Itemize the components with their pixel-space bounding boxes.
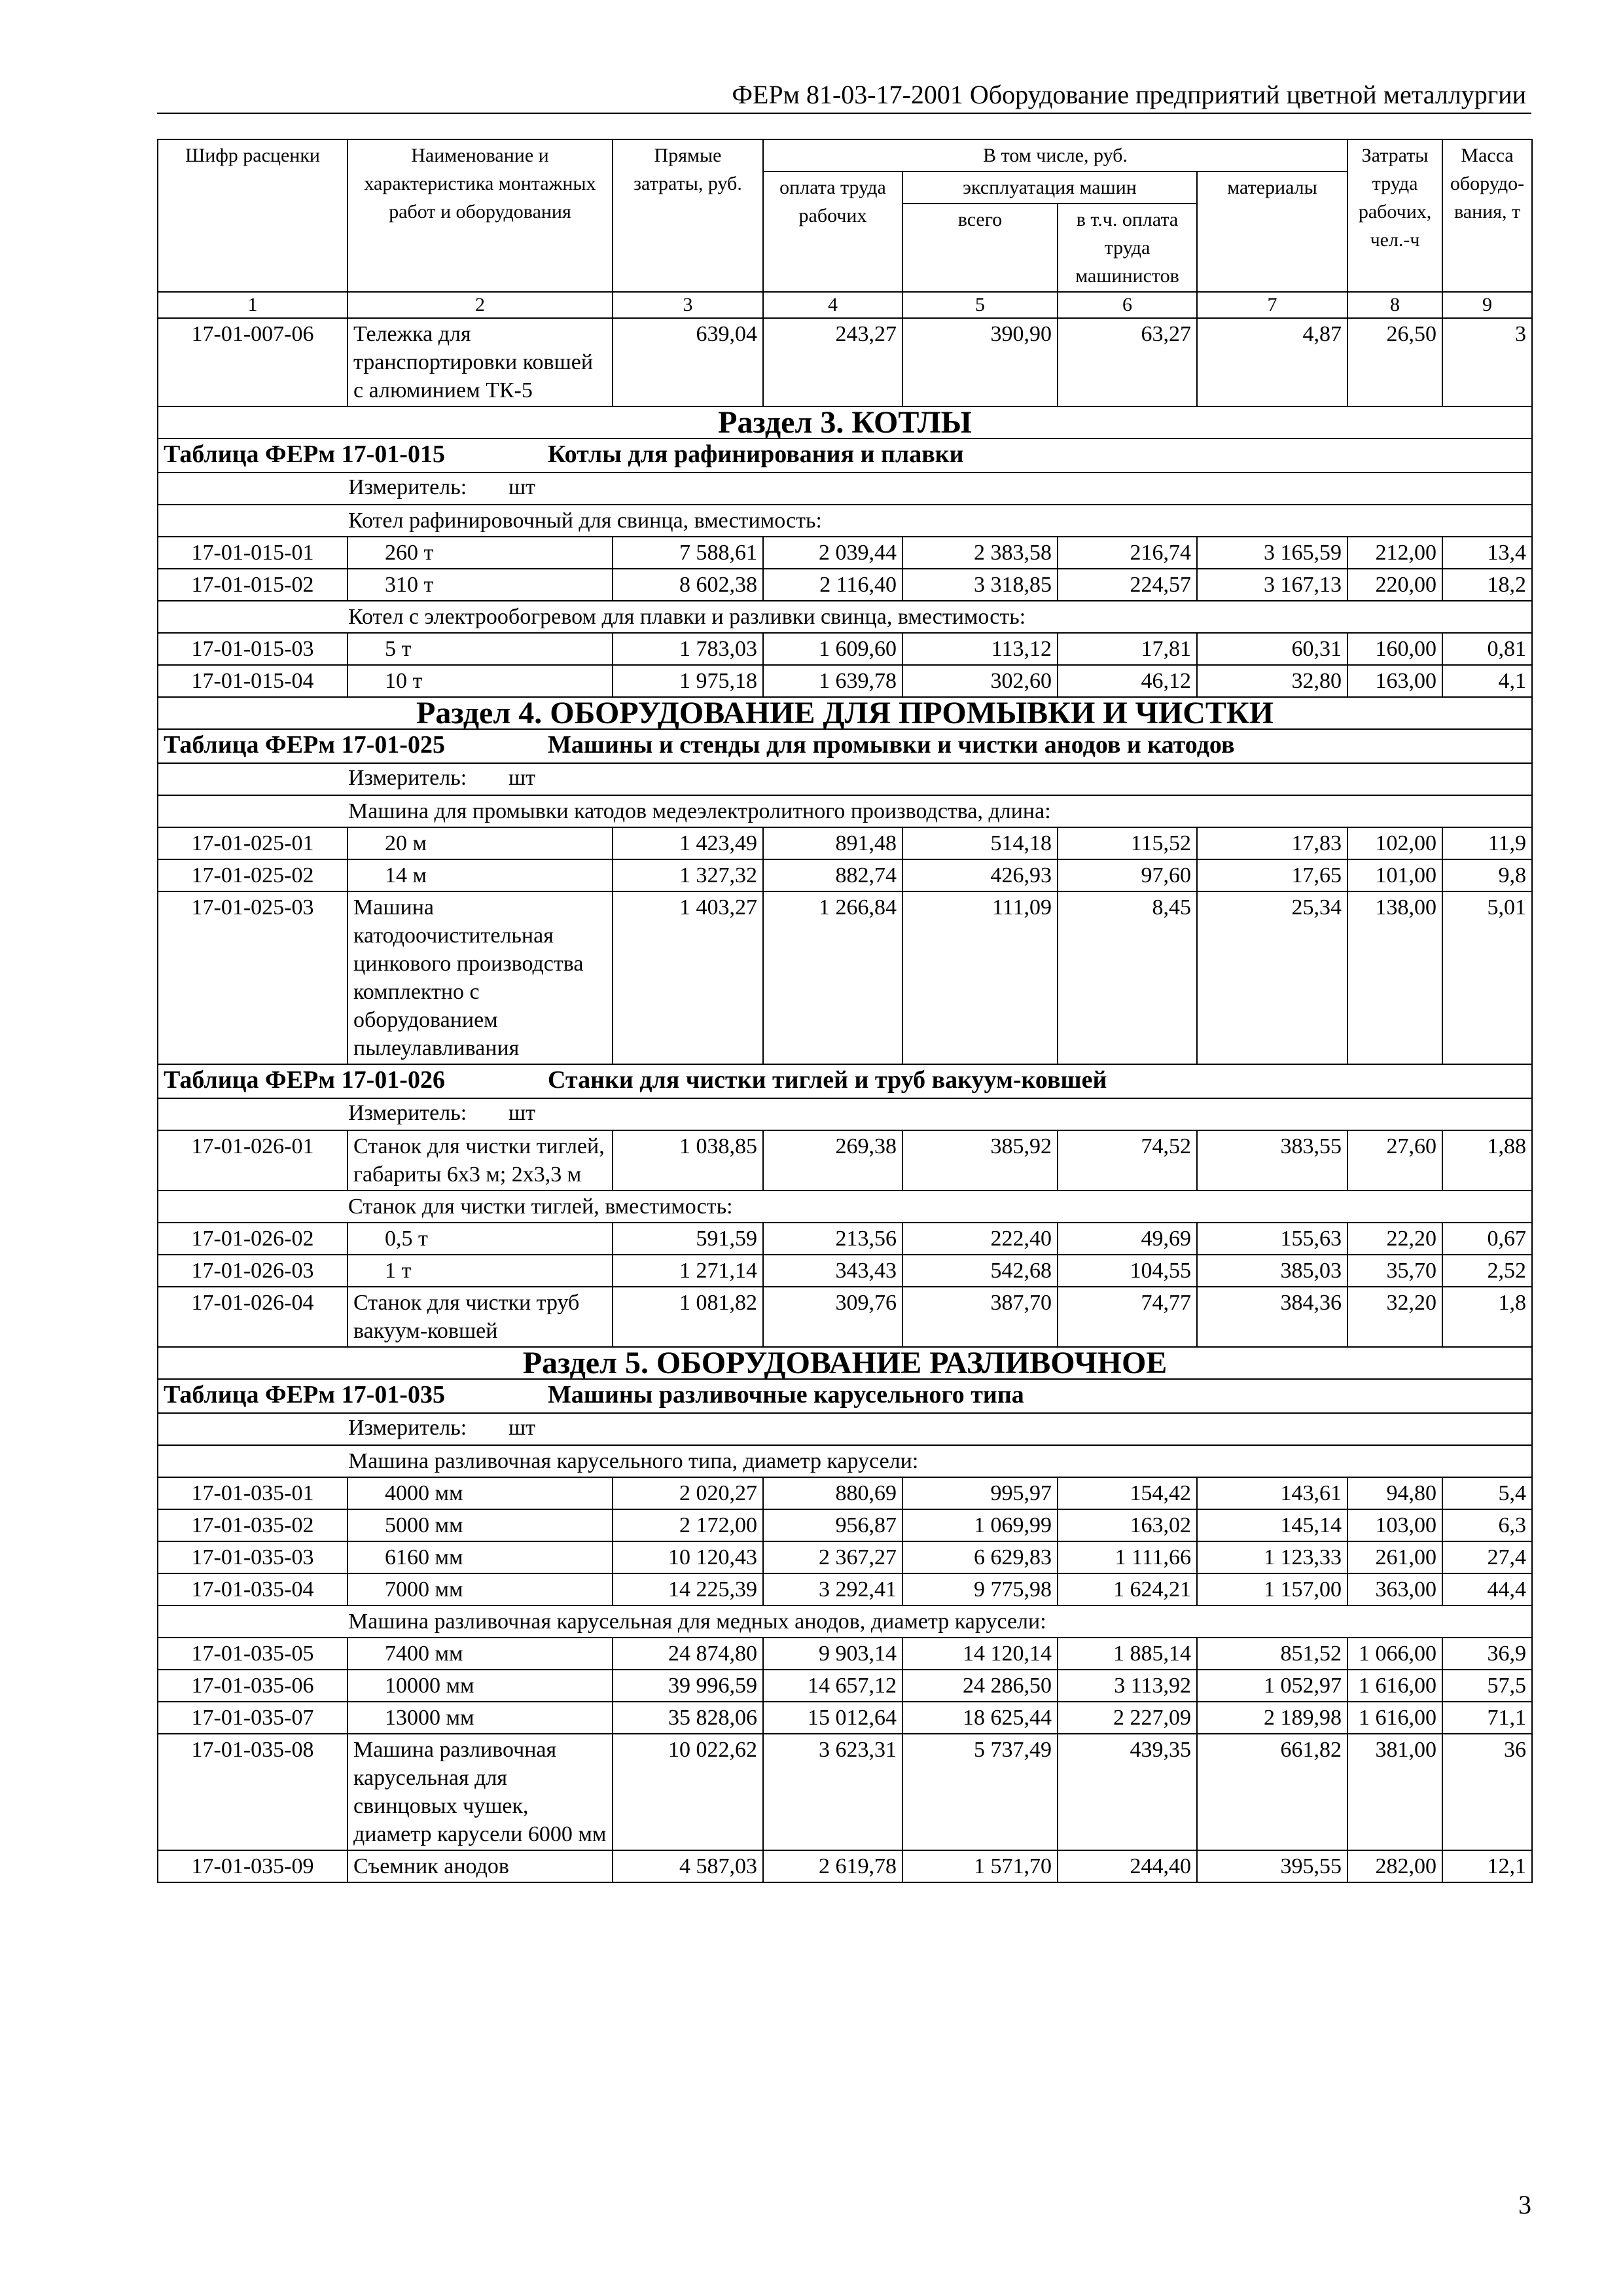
cell-code: 17-01-015-04 [158,665,348,697]
col-code-header: Шифр расценки [158,139,348,292]
cell-machinist: 2 227,09 [1058,1702,1197,1734]
cell-mass: 71,1 [1442,1702,1532,1734]
cell-machinist: 46,12 [1058,665,1197,697]
group-row [158,505,1532,537]
cell-code: 17-01-015-03 [158,633,348,665]
col-labor-cost-header: Затраты труда рабочих, чел.-ч [1347,139,1442,292]
cell-machines: 14 120,14 [902,1638,1058,1670]
table-title-row [158,1064,1532,1098]
cell-labor-hours: 94,80 [1347,1477,1442,1509]
cell-labor-hours: 1 616,00 [1347,1702,1442,1734]
col-number: 6 [1058,292,1197,318]
cell-direct: 1 423,49 [613,827,763,859]
table-row [158,1850,1532,1882]
cell-mass: 57,5 [1442,1670,1532,1702]
table-label: Таблица ФЕРм 17-01-035 [164,1381,445,1408]
section-row [158,1347,1532,1379]
measure-cell [158,1098,1532,1130]
cell-code: 17-01-026-02 [158,1223,348,1255]
section-title: Раздел 4. ОБОРУДОВАНИЕ ДЛЯ ПРОМЫВКИ И ЧИСТКИ [158,697,1532,729]
col-direct-header: Прямые затраты, руб. [613,139,763,292]
table-title-cell [158,439,1532,473]
cell-code: 17-01-035-09 [158,1850,348,1882]
cell-name: 4000 мм [348,1477,613,1509]
col-machinist-pay-header: в т.ч. оплата труда машинистов [1058,204,1197,292]
col-number: 9 [1442,292,1532,318]
cell-mass: 11,9 [1442,827,1532,859]
cell-materials: 3 165,59 [1197,537,1347,569]
cell-machines: 387,70 [902,1287,1058,1347]
section-row [158,697,1532,729]
table-row [158,1670,1532,1702]
table-row [158,1130,1532,1191]
cell-direct: 10 022,62 [613,1734,763,1850]
group-title: Котел рафинировочный для свинца, вместимость: [158,505,1532,537]
cell-direct: 7 588,61 [613,537,763,569]
cell-name: 260 т [348,537,613,569]
page-number: 3 [1518,2190,1531,2219]
table-row [158,537,1532,569]
cell-labor: 882,74 [763,859,902,891]
cell-direct: 14 225,39 [613,1573,763,1605]
table-row [158,569,1532,601]
cell-labor-hours: 103,00 [1347,1509,1442,1541]
table-title-row [158,1379,1532,1413]
table-row [158,1509,1532,1541]
cell-name: 5000 мм [348,1509,613,1541]
group-row [158,1445,1532,1477]
col-number: 8 [1347,292,1442,318]
cell-direct: 39 996,59 [613,1670,763,1702]
cell-materials: 1 157,00 [1197,1573,1347,1605]
table-row [158,1573,1532,1605]
cell-labor: 15 012,64 [763,1702,902,1734]
cell-mass: 13,4 [1442,537,1532,569]
col-machine-ops-header: эксплуатация машин [902,171,1197,204]
cell-machinist: 97,60 [1058,859,1197,891]
cell-labor: 9 903,14 [763,1638,902,1670]
price-table [157,139,1533,1883]
cell-machinist: 224,57 [1058,569,1197,601]
cell-materials: 143,61 [1197,1477,1347,1509]
cell-code: 17-01-015-02 [158,569,348,601]
cell-code: 17-01-035-02 [158,1509,348,1541]
cell-labor-hours: 27,60 [1347,1130,1442,1191]
group-row [158,601,1532,633]
cell-labor-hours: 22,20 [1347,1223,1442,1255]
measure-cell [158,1413,1532,1445]
cell-labor: 880,69 [763,1477,902,1509]
cell-direct: 1 081,82 [613,1287,763,1347]
section-title: Раздел 3. КОТЛЫ [158,406,1532,439]
cell-materials: 17,65 [1197,859,1347,891]
cell-name: Станок для чистки тиглей, габариты 6х3 м; 2х3,3 м [348,1130,613,1191]
cell-direct: 4 587,03 [613,1850,763,1882]
measure-row [158,1098,1532,1130]
cell-materials: 3 167,13 [1197,569,1347,601]
group-row [158,1605,1532,1638]
cell-direct: 591,59 [613,1223,763,1255]
cell-direct: 1 038,85 [613,1130,763,1191]
cell-machinist: 216,74 [1058,537,1197,569]
cell-name: 10 т [348,665,613,697]
table-row [158,633,1532,665]
table-name: Котлы для рафинирования и плавки [548,440,964,468]
cell-mass: 1,88 [1442,1130,1532,1191]
cell-direct: 10 120,43 [613,1541,763,1573]
cell-machines: 5 737,49 [902,1734,1058,1850]
table-row [158,827,1532,859]
page-header [157,73,1531,114]
table-row [158,1287,1532,1347]
table-name: Станки для чистки тиглей и труб вакуум-ковшей [548,1066,1107,1094]
cell-code: 17-01-035-01 [158,1477,348,1509]
table-title-cell [158,1064,1532,1098]
cell-materials: 32,80 [1197,665,1347,697]
cell-mass: 18,2 [1442,569,1532,601]
cell-machines: 2 383,58 [902,537,1058,569]
cell-mass: 36,9 [1442,1638,1532,1670]
cell-code: 17-01-035-07 [158,1702,348,1734]
cell-labor: 3 623,31 [763,1734,902,1850]
cell-direct: 8 602,38 [613,569,763,601]
cell-materials: 851,52 [1197,1638,1347,1670]
cell-labor-hours: 26,50 [1347,318,1442,406]
cell-machinist: 439,35 [1058,1734,1197,1850]
cell-code: 17-01-007-06 [158,318,348,406]
cell-code: 17-01-025-01 [158,827,348,859]
group-row [158,795,1532,827]
cell-machinist: 104,55 [1058,1255,1197,1287]
table-label: Таблица ФЕРм 17-01-025 [164,731,445,759]
cell-mass: 12,1 [1442,1850,1532,1882]
cell-direct: 2 020,27 [613,1477,763,1509]
cell-name: 20 м [348,827,613,859]
cell-labor: 269,38 [763,1130,902,1191]
cell-machinist: 8,45 [1058,891,1197,1064]
cell-mass: 6,3 [1442,1509,1532,1541]
table-row [158,859,1532,891]
cell-mass: 4,1 [1442,665,1532,697]
cell-mass: 0,67 [1442,1223,1532,1255]
cell-code: 17-01-026-04 [158,1287,348,1347]
col-labor-pay-header: оплата труда рабочих [763,171,902,292]
cell-code: 17-01-025-02 [158,859,348,891]
cell-labor: 343,43 [763,1255,902,1287]
cell-code: 17-01-026-03 [158,1255,348,1287]
cell-name: 0,5 т [348,1223,613,1255]
cell-machinist: 154,42 [1058,1477,1197,1509]
cell-materials: 1 123,33 [1197,1541,1347,1573]
cell-labor-hours: 102,00 [1347,827,1442,859]
cell-mass: 9,8 [1442,859,1532,891]
cell-name: 10000 мм [348,1670,613,1702]
cell-machinist: 115,52 [1058,827,1197,859]
cell-labor: 243,27 [763,318,902,406]
cell-materials: 395,55 [1197,1850,1347,1882]
cell-direct: 1 783,03 [613,633,763,665]
cell-labor-hours: 212,00 [1347,537,1442,569]
cell-machines: 514,18 [902,827,1058,859]
section-row [158,406,1532,439]
measure-unit: шт [508,1101,536,1125]
cell-machines: 1 069,99 [902,1509,1058,1541]
cell-machines: 390,90 [902,318,1058,406]
cell-machinist: 1 885,14 [1058,1638,1197,1670]
measure-label: Измеритель: [348,475,467,499]
cell-mass: 2,52 [1442,1255,1532,1287]
cell-labor-hours: 35,70 [1347,1255,1442,1287]
cell-machines: 385,92 [902,1130,1058,1191]
measure-label: Измеритель: [348,1416,467,1440]
table-name: Машины разливочные карусельного типа [548,1381,1024,1408]
cell-machines: 995,97 [902,1477,1058,1509]
cell-materials: 1 052,97 [1197,1670,1347,1702]
cell-mass: 5,01 [1442,891,1532,1064]
cell-machinist: 17,81 [1058,633,1197,665]
cell-direct: 1 271,14 [613,1255,763,1287]
table-row [158,1255,1532,1287]
cell-machinist: 163,02 [1058,1509,1197,1541]
cell-code: 17-01-025-03 [158,891,348,1064]
cell-labor-hours: 381,00 [1347,1734,1442,1850]
group-title: Станок для чистки тиглей, вместимость: [158,1191,1532,1223]
cell-machinist: 74,77 [1058,1287,1197,1347]
cell-labor: 3 292,41 [763,1573,902,1605]
cell-code: 17-01-035-04 [158,1573,348,1605]
table-title-cell [158,1379,1532,1413]
cell-machines: 6 629,83 [902,1541,1058,1573]
cell-materials: 25,34 [1197,891,1347,1064]
cell-labor: 2 367,27 [763,1541,902,1573]
cell-mass: 44,4 [1442,1573,1532,1605]
table-body [158,318,1532,1882]
cell-materials: 17,83 [1197,827,1347,859]
cell-machinist: 49,69 [1058,1223,1197,1255]
cell-machinist: 244,40 [1058,1850,1197,1882]
col-number: 3 [613,292,763,318]
measure-label: Измеритель: [348,1101,467,1125]
cell-name: Станок для чистки труб вакуум-ковшей [348,1287,613,1347]
cell-machinist: 63,27 [1058,318,1197,406]
cell-machines: 24 286,50 [902,1670,1058,1702]
cell-labor: 1 266,84 [763,891,902,1064]
cell-materials: 4,87 [1197,318,1347,406]
cell-name: 7000 мм [348,1573,613,1605]
cell-name: 13000 мм [348,1702,613,1734]
cell-code: 17-01-035-05 [158,1638,348,1670]
cell-direct: 1 403,27 [613,891,763,1064]
cell-machinist: 74,52 [1058,1130,1197,1191]
measure-cell [158,763,1532,795]
table-title-row [158,729,1532,763]
cell-labor: 14 657,12 [763,1670,902,1702]
cell-mass: 27,4 [1442,1541,1532,1573]
cell-machines: 9 775,98 [902,1573,1058,1605]
cell-mass: 0,81 [1442,633,1532,665]
col-materials-header: материалы [1197,171,1347,292]
cell-machines: 542,68 [902,1255,1058,1287]
cell-materials: 145,14 [1197,1509,1347,1541]
table-row [158,1223,1532,1255]
table-header [158,139,1532,318]
cell-materials: 155,63 [1197,1223,1347,1255]
cell-machines: 302,60 [902,665,1058,697]
cell-labor-hours: 363,00 [1347,1573,1442,1605]
cell-direct: 639,04 [613,318,763,406]
table-row [158,1702,1532,1734]
cell-machines: 111,09 [902,891,1058,1064]
cell-labor-hours: 163,00 [1347,665,1442,697]
cell-mass: 1,8 [1442,1287,1532,1347]
table-row [158,1541,1532,1573]
cell-materials: 384,36 [1197,1287,1347,1347]
cell-name: Тележка для транспортировки ковшей с алюминием ТК-5 [348,318,613,406]
cell-labor-hours: 220,00 [1347,569,1442,601]
table-row [158,891,1532,1064]
col-number: 5 [902,292,1058,318]
measure-row [158,473,1532,505]
cell-name: 1 т [348,1255,613,1287]
cell-direct: 35 828,06 [613,1702,763,1734]
cell-labor: 956,87 [763,1509,902,1541]
cell-mass: 5,4 [1442,1477,1532,1509]
col-including-header: В том числе, руб. [763,139,1347,171]
cell-name: 310 т [348,569,613,601]
cell-labor: 309,76 [763,1287,902,1347]
measure-row [158,1413,1532,1445]
cell-labor: 1 639,78 [763,665,902,697]
table-label: Таблица ФЕРм 17-01-026 [164,1066,445,1094]
measure-unit: шт [508,1416,536,1440]
col-number: 1 [158,292,348,318]
cell-labor-hours: 1 066,00 [1347,1638,1442,1670]
group-title: Машина для промывки катодов медеэлектролитного производства, длина: [158,795,1532,827]
table-row [158,318,1532,406]
cell-mass: 36 [1442,1734,1532,1850]
col-number: 4 [763,292,902,318]
table-name: Машины и стенды для промывки и чистки анодов и катодов [548,731,1235,759]
cell-code: 17-01-015-01 [158,537,348,569]
cell-machines: 222,40 [902,1223,1058,1255]
cell-labor: 1 609,60 [763,633,902,665]
measure-cell [158,473,1532,505]
group-title: Машина разливочная карусельного типа, диаметр карусели: [158,1445,1532,1477]
table-title-row [158,439,1532,473]
document-title: ФЕРм 81-03-17-2001 Оборудование предприятий цветной металлургии [732,80,1526,109]
table-label: Таблица ФЕРм 17-01-015 [164,440,445,468]
cell-machinist: 1 111,66 [1058,1541,1197,1573]
table-row [158,1477,1532,1509]
cell-name: Машина разливочная карусельная для свинцовых чушек, диаметр карусели 6000 мм [348,1734,613,1850]
cell-labor-hours: 32,20 [1347,1287,1442,1347]
table-row [158,665,1532,697]
cell-machines: 18 625,44 [902,1702,1058,1734]
measure-unit: шт [508,766,536,790]
cell-code: 17-01-035-03 [158,1541,348,1573]
col-machine-total-header: всего [902,204,1058,292]
cell-labor-hours: 282,00 [1347,1850,1442,1882]
measure-label: Измеритель: [348,766,467,790]
cell-machines: 113,12 [902,633,1058,665]
group-title: Машина разливочная карусельная для медных анодов, диаметр карусели: [158,1605,1532,1638]
table-row [158,1638,1532,1670]
cell-code: 17-01-026-01 [158,1130,348,1191]
col-number: 7 [1197,292,1347,318]
cell-direct: 1 327,32 [613,859,763,891]
cell-machinist: 3 113,92 [1058,1670,1197,1702]
table-title-cell [158,729,1532,763]
cell-name: 6160 мм [348,1541,613,1573]
cell-materials: 661,82 [1197,1734,1347,1850]
cell-materials: 2 189,98 [1197,1702,1347,1734]
group-title: Котел с электрообогревом для плавки и разливки свинца, вместимость: [158,601,1532,633]
cell-labor: 2 116,40 [763,569,902,601]
cell-labor-hours: 261,00 [1347,1541,1442,1573]
cell-direct: 1 975,18 [613,665,763,697]
group-row [158,1191,1532,1223]
col-mass-header: Масса оборудо-вания, т [1442,139,1532,292]
cell-labor-hours: 101,00 [1347,859,1442,891]
cell-materials: 383,55 [1197,1130,1347,1191]
cell-labor-hours: 138,00 [1347,891,1442,1064]
col-number: 2 [348,292,613,318]
cell-machines: 3 318,85 [902,569,1058,601]
cell-machines: 1 571,70 [902,1850,1058,1882]
cell-labor-hours: 1 616,00 [1347,1670,1442,1702]
cell-code: 17-01-035-08 [158,1734,348,1850]
cell-machines: 426,93 [902,859,1058,891]
section-title: Раздел 5. ОБОРУДОВАНИЕ РАЗЛИВОЧНОЕ [158,1347,1532,1379]
measure-unit: шт [508,475,536,499]
cell-labor: 2 039,44 [763,537,902,569]
cell-labor: 891,48 [763,827,902,859]
cell-direct: 2 172,00 [613,1509,763,1541]
cell-name: Съемник анодов [348,1850,613,1882]
cell-code: 17-01-035-06 [158,1670,348,1702]
cell-name: Машина катодоочистительная цинкового производства комплектно с оборудованием пылеулавливания [348,891,613,1064]
cell-labor: 2 619,78 [763,1850,902,1882]
cell-labor: 213,56 [763,1223,902,1255]
cell-mass: 3 [1442,318,1532,406]
cell-machinist: 1 624,21 [1058,1573,1197,1605]
measure-row [158,763,1532,795]
cell-name: 14 м [348,859,613,891]
cell-name: 7400 мм [348,1638,613,1670]
cell-name: 5 т [348,633,613,665]
cell-labor-hours: 160,00 [1347,633,1442,665]
cell-materials: 60,31 [1197,633,1347,665]
col-name-header: Наименование и характеристика монтажных работ и оборудования [348,139,613,292]
cell-direct: 24 874,80 [613,1638,763,1670]
cell-materials: 385,03 [1197,1255,1347,1287]
table-row [158,1734,1532,1850]
